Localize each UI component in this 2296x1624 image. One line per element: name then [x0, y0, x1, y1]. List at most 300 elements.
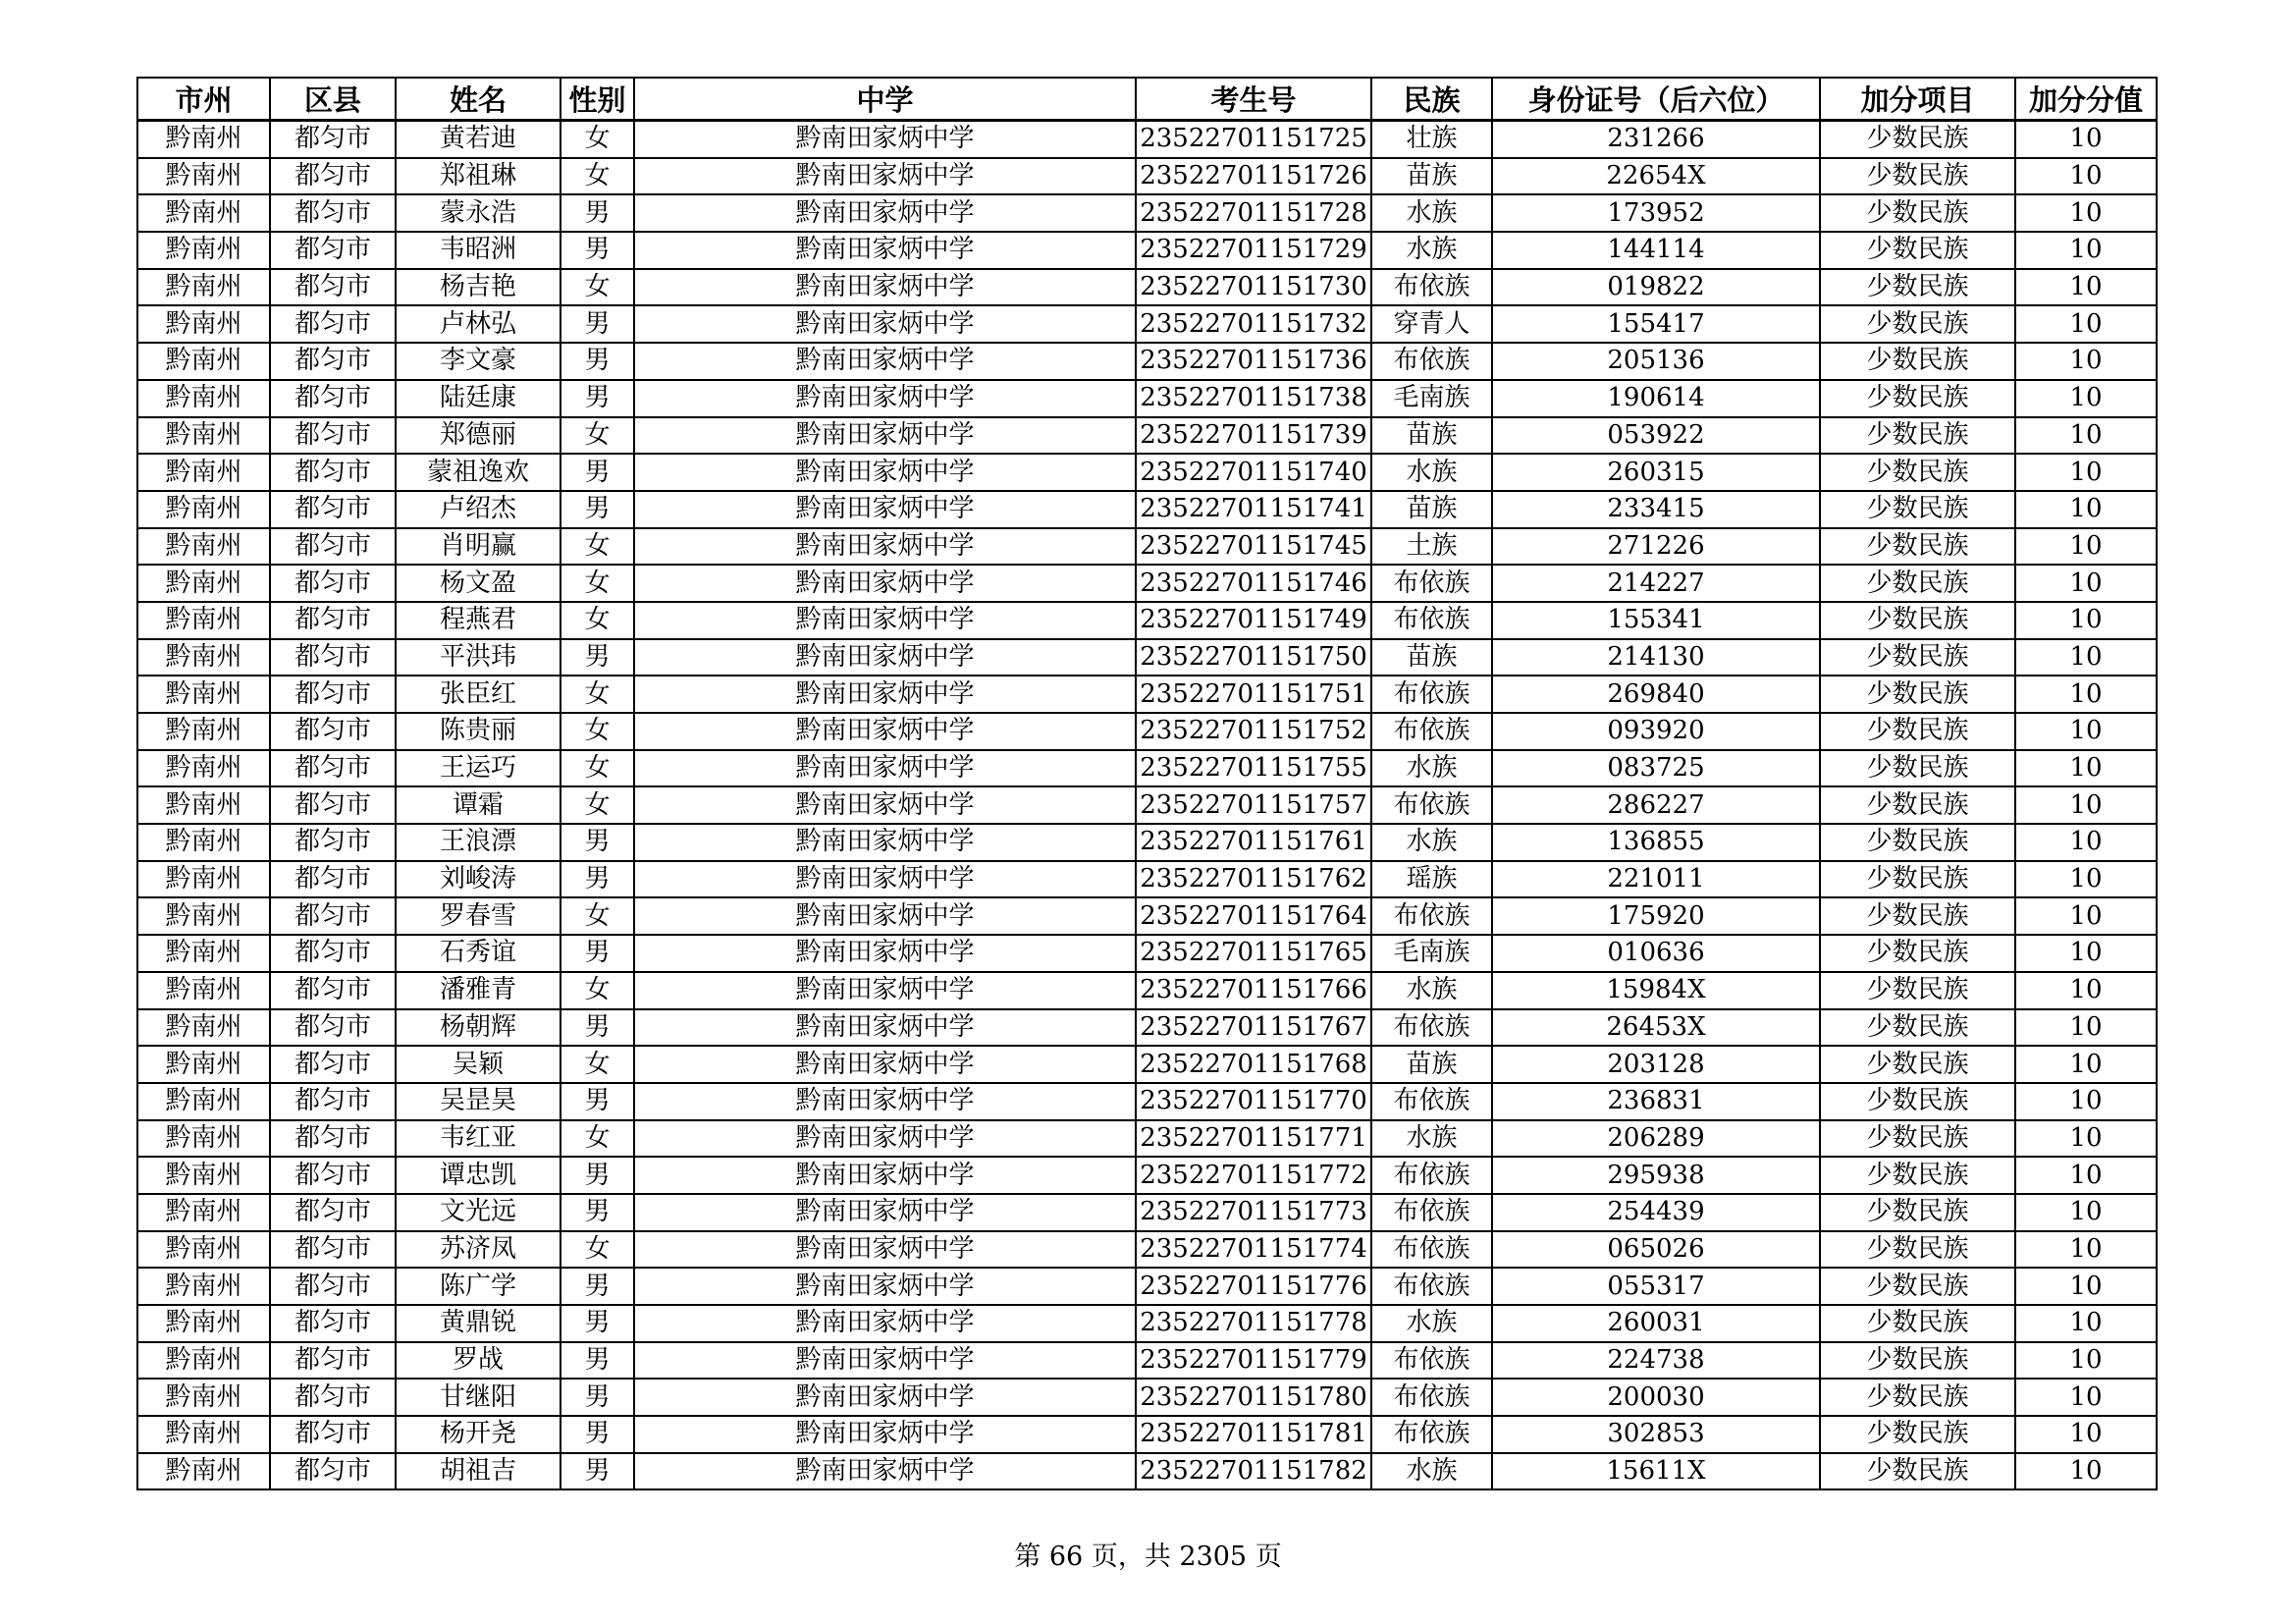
cell-name: 郑祖琳: [396, 158, 561, 195]
cell-bonus-item: 少数民族: [1820, 454, 2015, 491]
cell-district: 都匀市: [270, 1157, 396, 1194]
cell-gender: 男: [561, 1083, 634, 1120]
column-header-exam-number: 考生号: [1136, 78, 1371, 121]
table-row: [137, 1083, 2157, 1120]
cell-gender: 男: [561, 824, 634, 861]
cell-bonus-item: 少数民族: [1820, 1083, 2015, 1120]
column-header-id-last-six: 身份证号（后六位）: [1492, 78, 1820, 121]
cell-district: 都匀市: [270, 454, 396, 491]
cell-bonus-item: 少数民族: [1820, 1379, 2015, 1416]
cell-id-last-six: 205136: [1492, 343, 1820, 380]
cell-bonus-points: 10: [2015, 343, 2157, 380]
cell-bonus-points: 10: [2015, 935, 2157, 972]
cell-gender: 女: [561, 417, 634, 455]
cell-name: 王浪漂: [396, 824, 561, 861]
cell-id-last-six: 302853: [1492, 1416, 1820, 1453]
cell-district: 都匀市: [270, 897, 396, 935]
cell-district: 都匀市: [270, 676, 396, 713]
cell-ethnicity: 布依族: [1371, 713, 1492, 750]
cell-name: 潘雅青: [396, 972, 561, 1009]
cell-gender: 女: [561, 1231, 634, 1269]
cell-id-last-six: 15611X: [1492, 1453, 1820, 1490]
cell-exam-number: 23522701151749: [1136, 602, 1371, 639]
cell-district: 都匀市: [270, 417, 396, 455]
cell-school: 黔南田家炳中学: [634, 897, 1136, 935]
cell-exam-number: 23522701151778: [1136, 1305, 1371, 1342]
table-row: [137, 1194, 2157, 1231]
cell-gender: 女: [561, 676, 634, 713]
cell-city: 黔南州: [137, 1194, 270, 1231]
cell-name: 平洪玮: [396, 639, 561, 677]
cell-district: 都匀市: [270, 972, 396, 1009]
cell-bonus-item: 少数民族: [1820, 1268, 2015, 1305]
column-header-school: 中学: [634, 78, 1136, 121]
cell-ethnicity: 水族: [1371, 232, 1492, 269]
cell-bonus-item: 少数民族: [1820, 1231, 2015, 1269]
cell-bonus-item: 少数民族: [1820, 305, 2015, 343]
cell-district: 都匀市: [270, 750, 396, 787]
table-row: [137, 972, 2157, 1009]
cell-bonus-points: 10: [2015, 380, 2157, 417]
cell-district: 都匀市: [270, 158, 396, 195]
cell-exam-number: 23522701151782: [1136, 1453, 1371, 1490]
cell-ethnicity: 水族: [1371, 1305, 1492, 1342]
cell-city: 黔南州: [137, 1379, 270, 1416]
cell-bonus-item: 少数民族: [1820, 343, 2015, 380]
cell-city: 黔南州: [137, 491, 270, 528]
cell-exam-number: 23522701151776: [1136, 1268, 1371, 1305]
cell-id-last-six: 053922: [1492, 417, 1820, 455]
cell-city: 黔南州: [137, 1231, 270, 1269]
cell-ethnicity: 布依族: [1371, 786, 1492, 824]
cell-bonus-item: 少数民族: [1820, 786, 2015, 824]
table-row: [137, 1342, 2157, 1380]
cell-city: 黔南州: [137, 897, 270, 935]
cell-city: 黔南州: [137, 861, 270, 898]
cell-school: 黔南田家炳中学: [634, 1009, 1136, 1047]
cell-name: 文光远: [396, 1194, 561, 1231]
cell-bonus-item: 少数民族: [1820, 528, 2015, 566]
cell-school: 黔南田家炳中学: [634, 528, 1136, 566]
cell-city: 黔南州: [137, 343, 270, 380]
cell-ethnicity: 布依族: [1371, 1416, 1492, 1453]
cell-city: 黔南州: [137, 269, 270, 306]
cell-id-last-six: 093920: [1492, 713, 1820, 750]
cell-id-last-six: 200030: [1492, 1379, 1820, 1416]
cell-ethnicity: 水族: [1371, 194, 1492, 232]
cell-city: 黔南州: [137, 305, 270, 343]
cell-ethnicity: 苗族: [1371, 417, 1492, 455]
cell-exam-number: 23522701151767: [1136, 1009, 1371, 1047]
table-row: [137, 1453, 2157, 1490]
cell-name: 卢林弘: [396, 305, 561, 343]
cell-exam-number: 23522701151751: [1136, 676, 1371, 713]
table-row: [137, 1157, 2157, 1194]
cell-id-last-six: 010636: [1492, 935, 1820, 972]
cell-id-last-six: 083725: [1492, 750, 1820, 787]
cell-exam-number: 23522701151752: [1136, 713, 1371, 750]
cell-gender: 男: [561, 1305, 634, 1342]
cell-city: 黔南州: [137, 602, 270, 639]
cell-ethnicity: 布依族: [1371, 269, 1492, 306]
cell-name: 王运巧: [396, 750, 561, 787]
table-row: [137, 897, 2157, 935]
column-header-bonus-points: 加分分值: [2015, 78, 2157, 121]
cell-district: 都匀市: [270, 1342, 396, 1380]
cell-bonus-points: 10: [2015, 602, 2157, 639]
cell-bonus-points: 10: [2015, 1268, 2157, 1305]
cell-id-last-six: 055317: [1492, 1268, 1820, 1305]
cell-exam-number: 23522701151736: [1136, 343, 1371, 380]
cell-gender: 男: [561, 1194, 634, 1231]
table-row: [137, 935, 2157, 972]
cell-school: 黔南田家炳中学: [634, 454, 1136, 491]
cell-id-last-six: 233415: [1492, 491, 1820, 528]
cell-ethnicity: 壮族: [1371, 121, 1492, 158]
cell-bonus-item: 少数民族: [1820, 1120, 2015, 1158]
cell-district: 都匀市: [270, 861, 396, 898]
cell-city: 黔南州: [137, 454, 270, 491]
cell-district: 都匀市: [270, 269, 396, 306]
cell-name: 杨吉艳: [396, 269, 561, 306]
cell-gender: 女: [561, 713, 634, 750]
cell-id-last-six: 203128: [1492, 1046, 1820, 1083]
cell-school: 黔南田家炳中学: [634, 639, 1136, 677]
cell-city: 黔南州: [137, 380, 270, 417]
cell-school: 黔南田家炳中学: [634, 602, 1136, 639]
cell-id-last-six: 206289: [1492, 1120, 1820, 1158]
cell-name: 黄鼎锐: [396, 1305, 561, 1342]
cell-city: 黔南州: [137, 824, 270, 861]
cell-ethnicity: 水族: [1371, 750, 1492, 787]
cell-bonus-item: 少数民族: [1820, 417, 2015, 455]
cell-exam-number: 23522701151773: [1136, 1194, 1371, 1231]
cell-ethnicity: 布依族: [1371, 1268, 1492, 1305]
cell-city: 黔南州: [137, 750, 270, 787]
cell-bonus-points: 10: [2015, 1009, 2157, 1047]
cell-bonus-points: 10: [2015, 750, 2157, 787]
page-footer: 第 66 页，共 2305 页: [1014, 1542, 1282, 1572]
cell-exam-number: 23522701151766: [1136, 972, 1371, 1009]
table-row: [137, 1046, 2157, 1083]
cell-ethnicity: 土族: [1371, 528, 1492, 566]
cell-id-last-six: 286227: [1492, 786, 1820, 824]
cell-bonus-item: 少数民族: [1820, 1009, 2015, 1047]
cell-bonus-item: 少数民族: [1820, 1305, 2015, 1342]
cell-gender: 男: [561, 1416, 634, 1453]
column-header-city: 市州: [137, 78, 270, 121]
table-row: [137, 454, 2157, 491]
cell-district: 都匀市: [270, 1305, 396, 1342]
cell-bonus-points: 10: [2015, 1157, 2157, 1194]
cell-exam-number: 23522701151746: [1136, 565, 1371, 602]
cell-bonus-points: 10: [2015, 454, 2157, 491]
table-row: [137, 639, 2157, 677]
cell-school: 黔南田家炳中学: [634, 824, 1136, 861]
cell-city: 黔南州: [137, 1268, 270, 1305]
table-row: [137, 861, 2157, 898]
cell-gender: 女: [561, 602, 634, 639]
cell-bonus-points: 10: [2015, 639, 2157, 677]
cell-city: 黔南州: [137, 158, 270, 195]
cell-ethnicity: 毛南族: [1371, 935, 1492, 972]
cell-name: 谭霜: [396, 786, 561, 824]
cell-school: 黔南田家炳中学: [634, 1268, 1136, 1305]
cell-bonus-points: 10: [2015, 1305, 2157, 1342]
cell-school: 黔南田家炳中学: [634, 491, 1136, 528]
cell-district: 都匀市: [270, 1046, 396, 1083]
cell-id-last-six: 190614: [1492, 380, 1820, 417]
cell-district: 都匀市: [270, 786, 396, 824]
cell-school: 黔南田家炳中学: [634, 1194, 1136, 1231]
cell-bonus-points: 10: [2015, 1453, 2157, 1490]
cell-gender: 男: [561, 1342, 634, 1380]
cell-city: 黔南州: [137, 1342, 270, 1380]
cell-ethnicity: 布依族: [1371, 897, 1492, 935]
cell-name: 黄若迪: [396, 121, 561, 158]
cell-bonus-item: 少数民族: [1820, 232, 2015, 269]
cell-district: 都匀市: [270, 824, 396, 861]
cell-school: 黔南田家炳中学: [634, 417, 1136, 455]
cell-district: 都匀市: [270, 639, 396, 677]
cell-city: 黔南州: [137, 1046, 270, 1083]
cell-id-last-six: 22654X: [1492, 158, 1820, 195]
table-row: [137, 269, 2157, 306]
cell-district: 都匀市: [270, 935, 396, 972]
cell-exam-number: 23522701151780: [1136, 1379, 1371, 1416]
cell-bonus-item: 少数民族: [1820, 1157, 2015, 1194]
cell-school: 黔南田家炳中学: [634, 1305, 1136, 1342]
cell-id-last-six: 231266: [1492, 121, 1820, 158]
cell-name: 韦红亚: [396, 1120, 561, 1158]
cell-name: 杨开尧: [396, 1416, 561, 1453]
cell-name: 谭忠凯: [396, 1157, 561, 1194]
table-row: [137, 824, 2157, 861]
cell-gender: 男: [561, 1157, 634, 1194]
cell-id-last-six: 019822: [1492, 269, 1820, 306]
cell-district: 都匀市: [270, 1268, 396, 1305]
cell-exam-number: 23522701151779: [1136, 1342, 1371, 1380]
cell-city: 黔南州: [137, 1416, 270, 1453]
cell-name: 吴颖: [396, 1046, 561, 1083]
cell-bonus-item: 少数民族: [1820, 380, 2015, 417]
cell-ethnicity: 布依族: [1371, 1194, 1492, 1231]
cell-school: 黔南田家炳中学: [634, 1342, 1136, 1380]
table-row: [137, 602, 2157, 639]
cell-exam-number: 23522701151740: [1136, 454, 1371, 491]
cell-school: 黔南田家炳中学: [634, 861, 1136, 898]
cell-bonus-points: 10: [2015, 972, 2157, 1009]
cell-ethnicity: 水族: [1371, 454, 1492, 491]
table-body: [137, 121, 2157, 1490]
cell-name: 蒙祖逸欢: [396, 454, 561, 491]
cell-city: 黔南州: [137, 528, 270, 566]
cell-id-last-six: 295938: [1492, 1157, 1820, 1194]
table-row: [137, 750, 2157, 787]
header-row: [137, 78, 2157, 121]
cell-district: 都匀市: [270, 528, 396, 566]
cell-bonus-points: 10: [2015, 158, 2157, 195]
table-row: [137, 1416, 2157, 1453]
cell-exam-number: 23522701151757: [1136, 786, 1371, 824]
cell-bonus-item: 少数民族: [1820, 269, 2015, 306]
cell-ethnicity: 布依族: [1371, 1342, 1492, 1380]
cell-exam-number: 23522701151761: [1136, 824, 1371, 861]
cell-exam-number: 23522701151750: [1136, 639, 1371, 677]
table-row: [137, 786, 2157, 824]
cell-name: 刘峻涛: [396, 861, 561, 898]
cell-city: 黔南州: [137, 713, 270, 750]
cell-exam-number: 23522701151772: [1136, 1157, 1371, 1194]
cell-gender: 女: [561, 121, 634, 158]
cell-name: 蒙永浩: [396, 194, 561, 232]
cell-city: 黔南州: [137, 194, 270, 232]
cell-school: 黔南田家炳中学: [634, 676, 1136, 713]
cell-gender: 男: [561, 1009, 634, 1047]
cell-ethnicity: 苗族: [1371, 491, 1492, 528]
cell-ethnicity: 布依族: [1371, 1157, 1492, 1194]
cell-bonus-points: 10: [2015, 824, 2157, 861]
table-header: [137, 78, 2157, 121]
cell-bonus-item: 少数民族: [1820, 750, 2015, 787]
cell-ethnicity: 水族: [1371, 1120, 1492, 1158]
cell-school: 黔南田家炳中学: [634, 1416, 1136, 1453]
cell-school: 黔南田家炳中学: [634, 1379, 1136, 1416]
cell-name: 陈贵丽: [396, 713, 561, 750]
table-row: [137, 380, 2157, 417]
cell-school: 黔南田家炳中学: [634, 713, 1136, 750]
cell-bonus-item: 少数民族: [1820, 639, 2015, 677]
column-header-bonus-item: 加分项目: [1820, 78, 2015, 121]
cell-id-last-six: 214130: [1492, 639, 1820, 677]
cell-bonus-points: 10: [2015, 491, 2157, 528]
cell-gender: 男: [561, 639, 634, 677]
cell-name: 罗春雪: [396, 897, 561, 935]
cell-ethnicity: 布依族: [1371, 565, 1492, 602]
cell-city: 黔南州: [137, 972, 270, 1009]
cell-gender: 男: [561, 1379, 634, 1416]
table-row: [137, 713, 2157, 750]
cell-school: 黔南田家炳中学: [634, 935, 1136, 972]
cell-id-last-six: 221011: [1492, 861, 1820, 898]
cell-bonus-item: 少数民族: [1820, 713, 2015, 750]
cell-district: 都匀市: [270, 1009, 396, 1047]
cell-name: 石秀谊: [396, 935, 561, 972]
cell-gender: 女: [561, 528, 634, 566]
cell-bonus-item: 少数民族: [1820, 972, 2015, 1009]
cell-name: 陆廷康: [396, 380, 561, 417]
cell-name: 杨文盈: [396, 565, 561, 602]
cell-exam-number: 23522701151730: [1136, 269, 1371, 306]
cell-id-last-six: 224738: [1492, 1342, 1820, 1380]
cell-school: 黔南田家炳中学: [634, 750, 1136, 787]
cell-city: 黔南州: [137, 565, 270, 602]
cell-district: 都匀市: [270, 565, 396, 602]
cell-school: 黔南田家炳中学: [634, 786, 1136, 824]
cell-gender: 女: [561, 750, 634, 787]
cell-id-last-six: 26453X: [1492, 1009, 1820, 1047]
cell-gender: 男: [561, 380, 634, 417]
cell-bonus-item: 少数民族: [1820, 1046, 2015, 1083]
cell-ethnicity: 水族: [1371, 824, 1492, 861]
cell-name: 肖明赢: [396, 528, 561, 566]
table-row: [137, 305, 2157, 343]
cell-school: 黔南田家炳中学: [634, 269, 1136, 306]
cell-bonus-points: 10: [2015, 269, 2157, 306]
cell-id-last-six: 271226: [1492, 528, 1820, 566]
cell-gender: 男: [561, 454, 634, 491]
cell-bonus-item: 少数民族: [1820, 1194, 2015, 1231]
cell-school: 黔南田家炳中学: [634, 194, 1136, 232]
cell-bonus-points: 10: [2015, 897, 2157, 935]
cell-id-last-six: 214227: [1492, 565, 1820, 602]
cell-bonus-points: 10: [2015, 1416, 2157, 1453]
cell-district: 都匀市: [270, 1379, 396, 1416]
cell-city: 黔南州: [137, 1120, 270, 1158]
cell-exam-number: 23522701151762: [1136, 861, 1371, 898]
cell-district: 都匀市: [270, 602, 396, 639]
cell-id-last-six: 144114: [1492, 232, 1820, 269]
cell-gender: 女: [561, 897, 634, 935]
cell-bonus-item: 少数民族: [1820, 824, 2015, 861]
table-row: [137, 158, 2157, 195]
table-row: [137, 1009, 2157, 1047]
cell-school: 黔南田家炳中学: [634, 121, 1136, 158]
cell-name: 郑德丽: [396, 417, 561, 455]
cell-bonus-points: 10: [2015, 713, 2157, 750]
cell-gender: 男: [561, 1453, 634, 1490]
cell-exam-number: 23522701151728: [1136, 194, 1371, 232]
cell-bonus-item: 少数民族: [1820, 158, 2015, 195]
cell-school: 黔南田家炳中学: [634, 972, 1136, 1009]
cell-school: 黔南田家炳中学: [634, 305, 1136, 343]
table-row: [137, 343, 2157, 380]
cell-gender: 男: [561, 861, 634, 898]
table-row: [137, 1379, 2157, 1416]
bonus-points-table: [136, 77, 2158, 1490]
cell-bonus-item: 少数民族: [1820, 935, 2015, 972]
cell-ethnicity: 布依族: [1371, 1231, 1492, 1269]
cell-ethnicity: 苗族: [1371, 639, 1492, 677]
cell-gender: 男: [561, 232, 634, 269]
table-row: [137, 565, 2157, 602]
cell-district: 都匀市: [270, 343, 396, 380]
cell-gender: 女: [561, 1120, 634, 1158]
cell-city: 黔南州: [137, 1009, 270, 1047]
cell-district: 都匀市: [270, 713, 396, 750]
cell-ethnicity: 布依族: [1371, 676, 1492, 713]
cell-city: 黔南州: [137, 786, 270, 824]
cell-ethnicity: 水族: [1371, 972, 1492, 1009]
cell-name: 卢绍杰: [396, 491, 561, 528]
cell-id-last-six: 175920: [1492, 897, 1820, 935]
cell-bonus-item: 少数民族: [1820, 1453, 2015, 1490]
cell-school: 黔南田家炳中学: [634, 565, 1136, 602]
cell-bonus-points: 10: [2015, 1194, 2157, 1231]
cell-id-last-six: 136855: [1492, 824, 1820, 861]
cell-exam-number: 23522701151755: [1136, 750, 1371, 787]
cell-bonus-item: 少数民族: [1820, 565, 2015, 602]
table-row: [137, 417, 2157, 455]
cell-ethnicity: 布依族: [1371, 343, 1492, 380]
cell-ethnicity: 穿青人: [1371, 305, 1492, 343]
table-row: [137, 528, 2157, 566]
cell-id-last-six: 155417: [1492, 305, 1820, 343]
cell-exam-number: 23522701151738: [1136, 380, 1371, 417]
table-row: [137, 121, 2157, 158]
cell-bonus-points: 10: [2015, 861, 2157, 898]
cell-city: 黔南州: [137, 232, 270, 269]
